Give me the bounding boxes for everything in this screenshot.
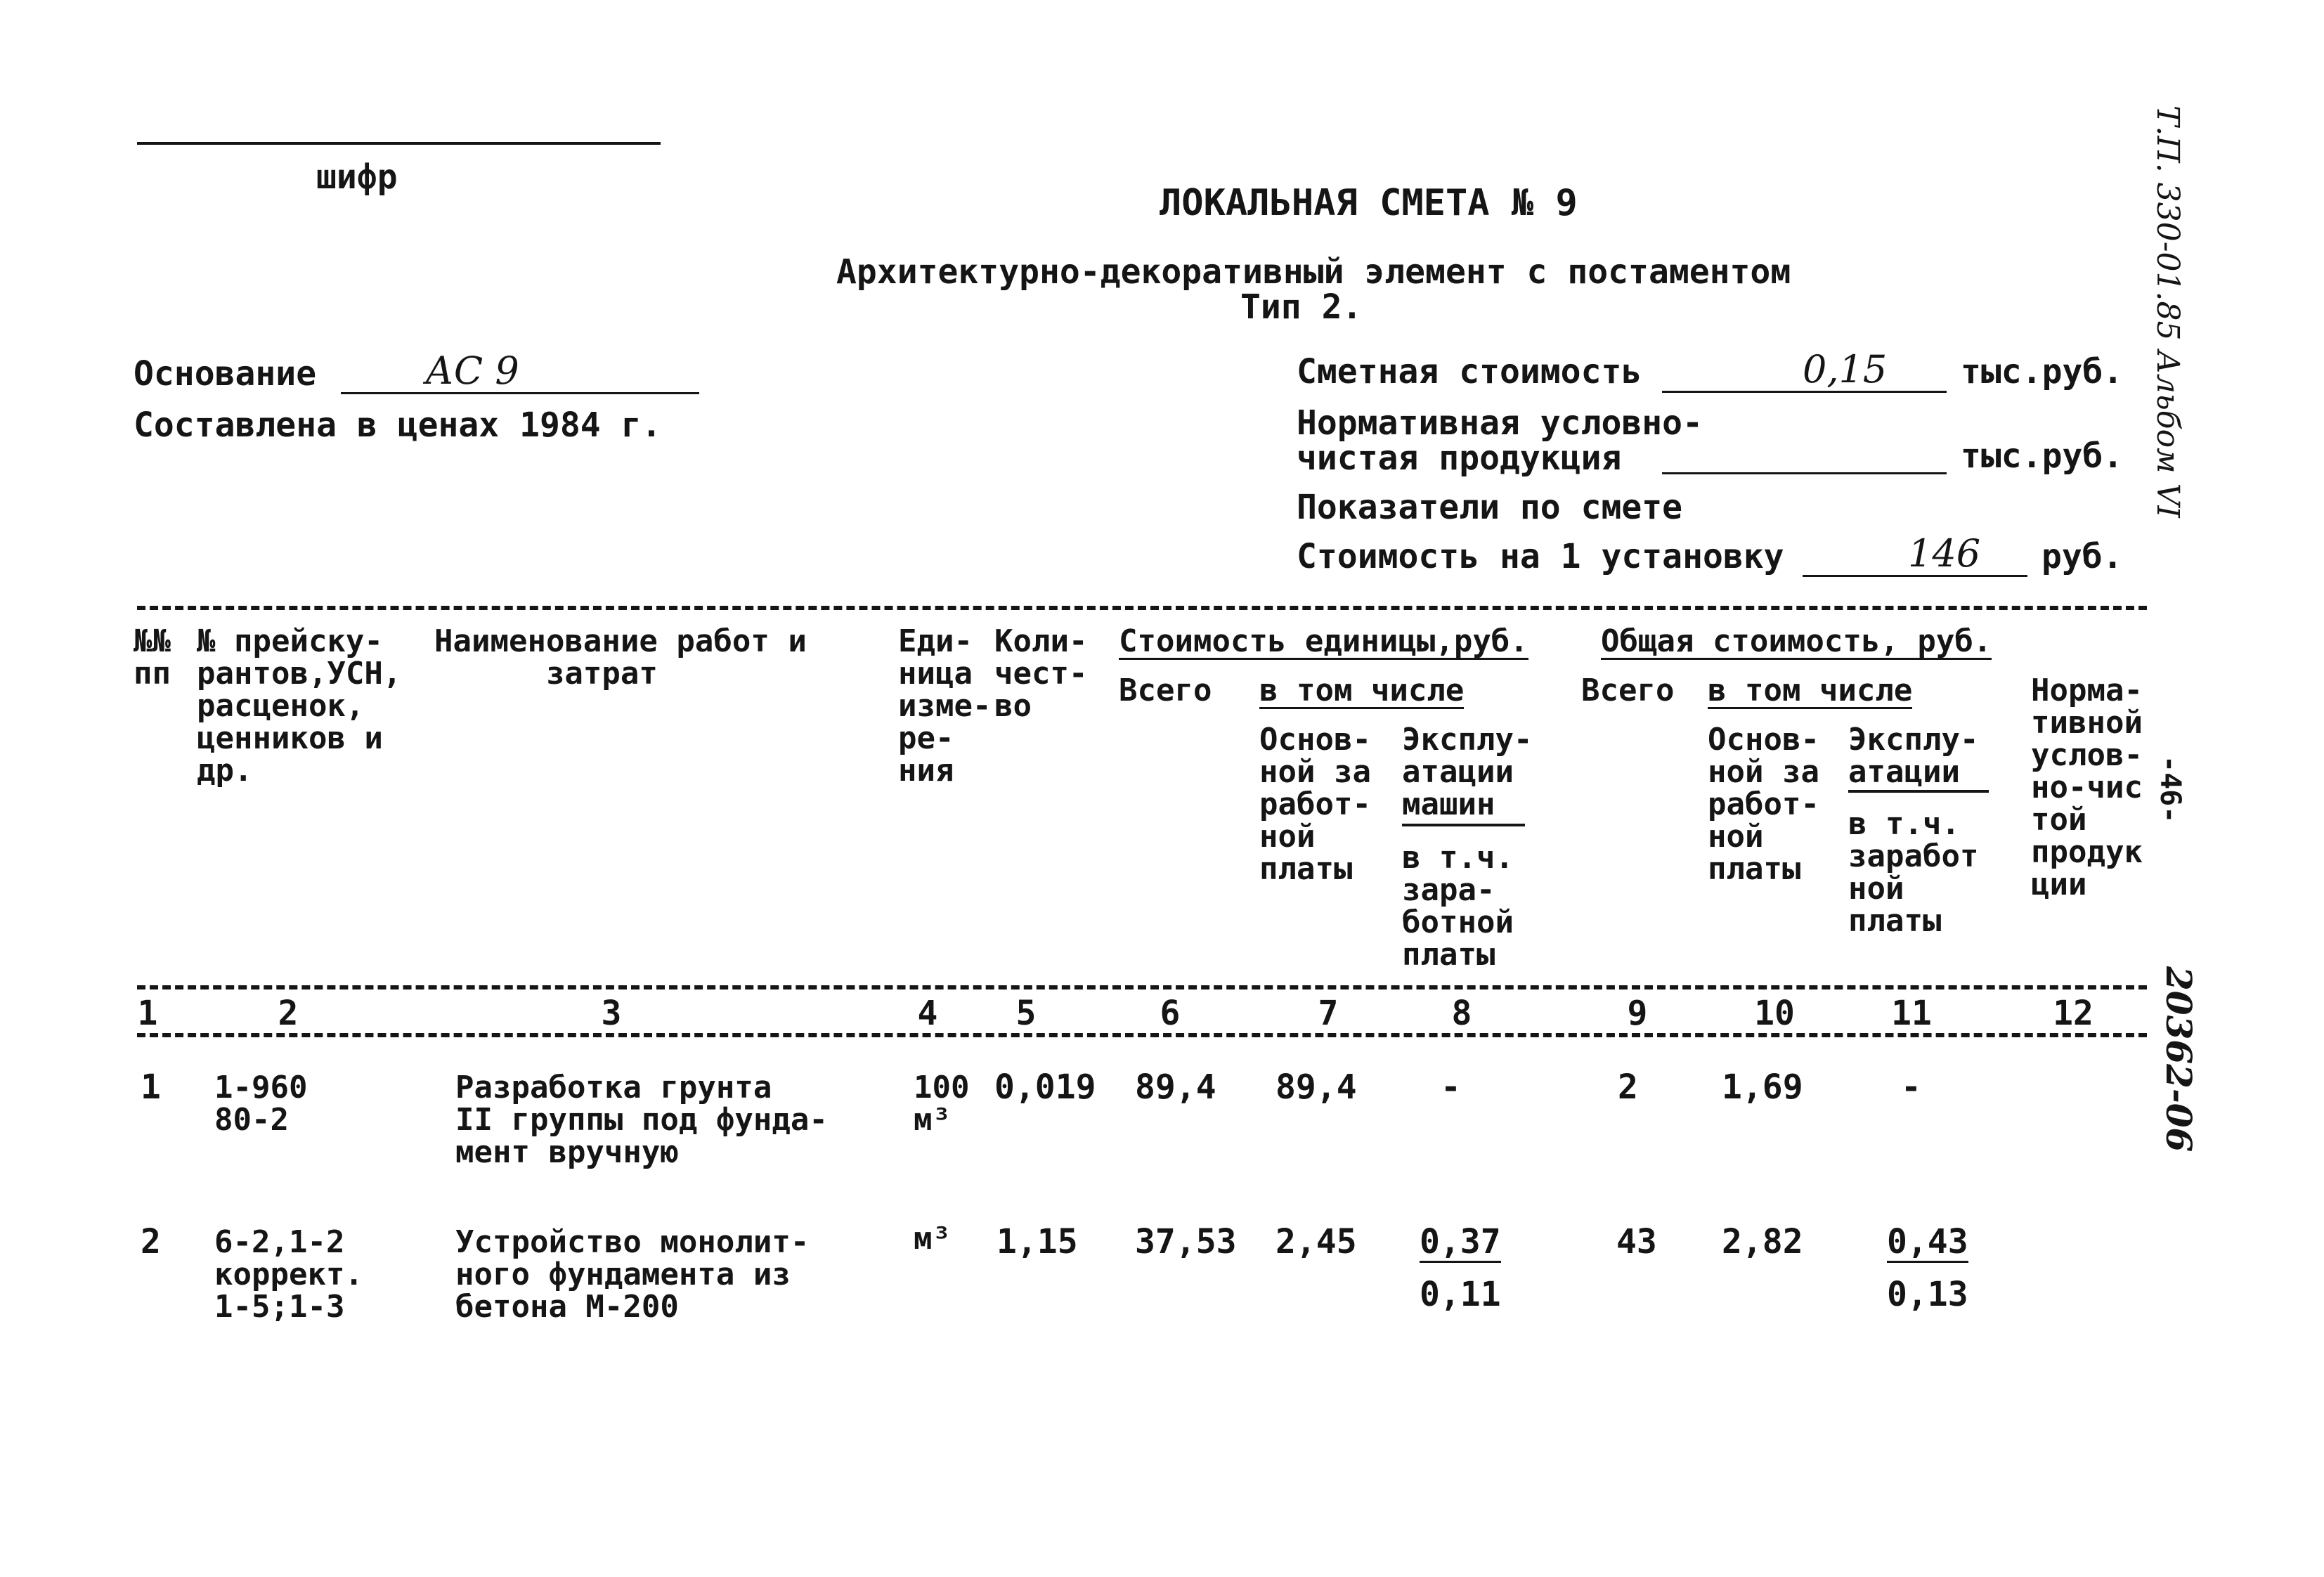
estimate-cost-unit: тыс.руб. [1961,352,2124,391]
column-number-2: 2 [278,994,299,1033]
estimate-cost-value: 0,15 [1803,347,1888,391]
margin-album-note: Т.П. 330-01.85 Альбом VI [2150,105,2186,518]
row-1-number: 1 [141,1067,161,1107]
document-subtitle-type: Тип 2. [1240,287,1363,327]
basis-label: Основание [134,354,317,394]
header-normative-product: Норма- тивной услов- но-чис той продук ции [2031,673,2143,902]
per-install-value: 146 [1908,531,1981,576]
per-install-unit: руб. [2041,537,2123,576]
row-1-code: 1-960 80-2 [214,1070,308,1138]
header-total-machines-wage: в т.ч. заработ ной платы [1848,806,1979,939]
per-install-field [1803,531,2027,577]
row-2-unit-total: 37,53 [1135,1222,1237,1261]
row-2-code: 6-2,1-2 коррект. 1-5;1-3 [214,1224,363,1325]
header-total-incl: в том числе [1708,673,1913,708]
normative-label-1: Нормативная условно- [1297,403,1703,443]
row-2-unit-machines-wage: 0,11 [1420,1275,1501,1314]
header-total-base-wage: Основ- ной за работ- ной платы [1708,722,1819,887]
margin-page-number: -46- [2154,755,2186,824]
header-unit-cost-group: Стоимость единицы,руб. [1119,623,1528,659]
column-number-4: 4 [917,994,938,1033]
row-2-total-machines: 0,43 [1887,1222,1968,1261]
row-2-unit-base: 2,45 [1275,1222,1357,1261]
header-total-total: Всего [1581,673,1675,708]
indicators-label: Показатели по смете [1297,488,1683,527]
basis-field [341,349,699,394]
column-number-6: 6 [1160,994,1181,1033]
document-subtitle: Архитектурно-декоративный элемент с постаментом [836,252,1791,292]
header-total-machines: Эксплу- атации [1848,722,1979,790]
header-unit-base-wage: Основ- ной за работ- ной платы [1259,722,1371,887]
row-2-unit-machines: 0,37 [1420,1222,1501,1261]
header-unit-incl: в том числе [1259,673,1465,708]
row-1-unit: 100 м³ [914,1070,970,1138]
header-row-number: №№ пп [134,623,171,692]
row-2-number: 2 [141,1222,161,1261]
normative-unit: тыс.руб. [1961,436,2124,476]
column-number-8: 8 [1451,994,1472,1033]
header-unit-machines-rule [1402,824,1525,826]
estimate-cost-field [1662,347,1947,393]
header-unit-machines-wage: в т.ч. зара- ботной платы [1402,840,1514,973]
basis-value: АС 9 [425,349,519,393]
header-total-machines-rule [1848,790,1989,793]
column-number-9: 9 [1627,994,1648,1033]
column-number-5: 5 [1015,994,1037,1033]
column-number-11: 11 [1891,994,1932,1033]
normative-field [1662,434,1947,474]
table-numbers-rule [137,1033,2147,1037]
row-2-quantity: 1,15 [997,1222,1078,1261]
row-1-total-machines: - [1901,1067,1921,1107]
row-2-name: Устройство монолит- ного фундамента из бетона М-200 [455,1224,810,1325]
prices-label: Составлена в ценах 1984 г. [134,405,662,445]
row-1-name: Разработка грунта II группы под фунда- мент вручную [455,1070,828,1170]
margin-doc-number: 20362-06 [2158,966,2200,1153]
row-2-total-machines-wage: 0,13 [1887,1275,1968,1314]
header-unit-total: Всего [1119,673,1212,708]
row-2-total: 43 [1616,1222,1657,1261]
column-number-10: 10 [1754,994,1795,1033]
column-number-1: 1 [137,994,158,1033]
header-total-cost-group: Общая стоимость, руб. [1601,623,1992,659]
header-quantity: Коли- чест- во [994,623,1088,724]
row-2-unit: м³ [914,1221,951,1257]
table-header-rule [137,985,2147,989]
row-1-quantity: 0,019 [994,1067,1096,1107]
per-install-label: Стоимость на 1 установку [1297,537,1784,576]
row-1-unit-total: 89,4 [1135,1067,1216,1107]
header-pricelist-code: № прейску- рантов,УСН, расценок, ценников и др. [197,623,402,788]
row-1-unit-base: 89,4 [1275,1067,1357,1107]
table-top-rule [137,606,2147,610]
cipher-label: шифр [316,157,398,197]
column-number-3: 3 [601,994,622,1033]
row-1-total: 2 [1618,1067,1638,1107]
estimate-cost-label: Сметная стоимость [1297,352,1642,391]
row-1-total-base: 1,69 [1722,1067,1803,1107]
row-2-total-base: 2,82 [1722,1222,1803,1261]
header-unit: Еди- ница изме- ре- ния [898,623,992,788]
row-1-unit-machines: - [1441,1067,1461,1107]
header-work-name: Наименование работ и затрат [434,623,807,692]
header-unit-machines: Эксплу- атации машин [1402,722,1533,822]
normative-label-2: чистая продукция [1297,439,1622,478]
column-number-12: 12 [2053,994,2093,1033]
column-number-7: 7 [1318,994,1339,1033]
document-title: ЛОКАЛЬНАЯ СМЕТА № 9 [1160,182,1578,224]
cipher-rule [137,142,661,145]
